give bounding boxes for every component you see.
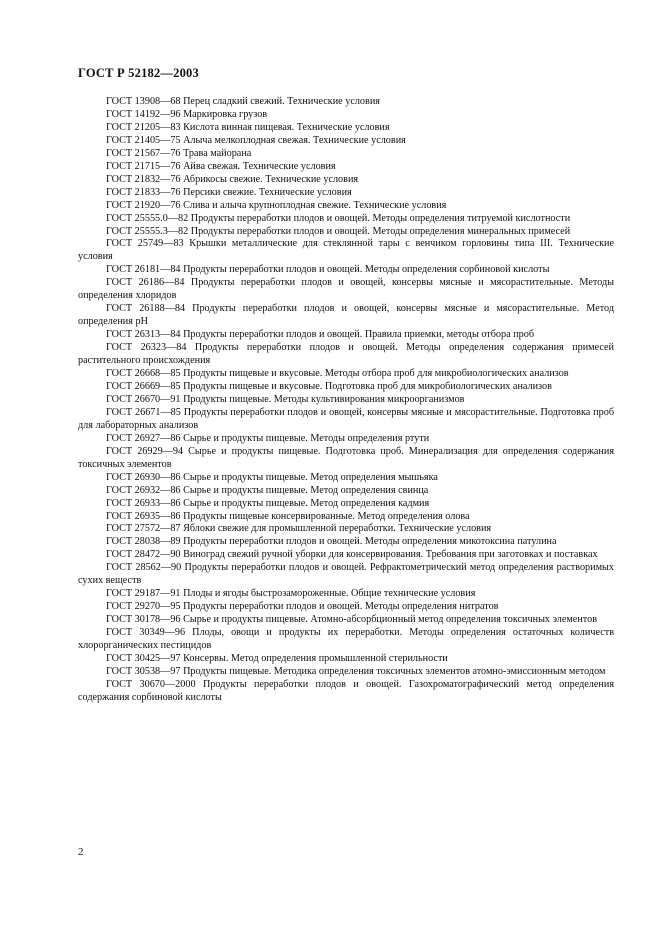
reference-item xyxy=(78,122,614,135)
reference-item xyxy=(78,187,614,200)
reference-item xyxy=(78,96,614,109)
reference-code: ГОСТ 25555.0—82 xyxy=(106,212,189,224)
reference-code: ГОСТ 26313—84 xyxy=(106,329,181,341)
reference-title: Продукты пищевые. Методика определения токсичных элементов атомно-эмиссионным методом xyxy=(183,665,606,677)
reference-item xyxy=(78,238,614,264)
reference-code: ГОСТ 21920—76 xyxy=(106,199,181,211)
reference-title: Сырье и продукты пищевые. Метод определения мышьяка xyxy=(183,471,438,483)
reference-code: ГОСТ 30538—97 xyxy=(106,665,181,677)
reference-title: Продукты переработки плодов и овощей. Газохроматографический метод определения содержания сорбиновой кислоты xyxy=(78,678,615,703)
reference-item xyxy=(78,536,614,549)
reference-item xyxy=(78,329,614,342)
reference-title: Продукты переработки плодов и овощей, консервы мясные и мясорастительные. Подготовка проб для лабораторных анализов xyxy=(78,406,614,431)
reference-title: Алыча мелкоплодная свежая. Технические условия xyxy=(183,134,406,146)
reference-title: Продукты переработки плодов и овощей. Методы определения микотоксина патулина xyxy=(183,536,557,548)
reference-item xyxy=(78,498,614,511)
reference-item xyxy=(78,407,614,433)
reference-title: Сырье и продукты пищевые. Метод определения свинца xyxy=(183,484,429,496)
reference-code: ГОСТ 27572—87 xyxy=(106,523,181,535)
reference-code: ГОСТ 28562—90 xyxy=(106,562,182,574)
reference-code: ГОСТ 26671—85 xyxy=(106,406,181,418)
reference-item xyxy=(78,368,614,381)
reference-title: Крышки металлические для стеклянной тары с венчиком горловины типа III. Технические условия xyxy=(78,238,615,263)
reference-code: ГОСТ 28038—89 xyxy=(106,536,181,548)
reference-title: Продукты пищевые и вкусовые. Подготовка проб для микробиологических анализов xyxy=(183,380,552,392)
reference-title: Продукты переработки плодов и овощей. Правила приемки, методы отбора проб xyxy=(183,329,535,341)
reference-code: ГОСТ 21715—76 xyxy=(106,160,181,172)
reference-title: Сырье и продукты пищевые. Атомно-абсорбционный метод определения токсичных элементов xyxy=(183,614,598,626)
reference-item xyxy=(78,226,614,239)
reference-item xyxy=(78,200,614,213)
reference-title: Сырье и продукты пищевые. Метод определения кадмия xyxy=(183,497,430,509)
reference-code: ГОСТ 29187—91 xyxy=(106,588,181,600)
reference-title: Айва свежая. Технические условия xyxy=(183,160,336,172)
reference-code: ГОСТ 21205—83 xyxy=(106,121,181,133)
reference-item xyxy=(78,342,614,368)
reference-title: Продукты переработки плодов и овощей, консервы мясные и мясорастительные. Методы определения хлоридов xyxy=(78,277,615,302)
reference-title: Виноград свежий ручной уборки для консервирования. Требования при заготовках и поставках xyxy=(183,549,598,561)
reference-code: ГОСТ 14192—96 xyxy=(106,108,181,120)
reference-title: Яблоки свежие для промышленной переработки. Технические условия xyxy=(183,523,492,535)
reference-item xyxy=(78,614,614,627)
reference-item xyxy=(78,562,614,588)
reference-title: Консервы. Метод определения промышленной стерильности xyxy=(183,652,448,664)
reference-item xyxy=(78,472,614,485)
reference-code: ГОСТ 26927—86 xyxy=(106,432,181,444)
reference-code: ГОСТ 26181—84 xyxy=(106,264,181,276)
reference-code: ГОСТ 30178—96 xyxy=(106,614,181,626)
reference-code: ГОСТ 25555.3—82 xyxy=(106,225,189,237)
reference-code: ГОСТ 25749—83 xyxy=(106,238,184,250)
reference-title: Персики свежие. Технические условия xyxy=(183,186,352,198)
reference-code: ГОСТ 30670—2000 xyxy=(106,678,196,690)
reference-title: Кислота винная пищевая. Технические условия xyxy=(183,121,390,133)
reference-title: Сырье и продукты пищевые. Подготовка проб. Минерализация для определения содержания токсичных элементов xyxy=(78,445,615,470)
reference-item xyxy=(78,433,614,446)
reference-title: Перец сладкий свежий. Технические условия xyxy=(183,96,380,107)
reference-item xyxy=(78,523,614,536)
reference-title: Сырье и продукты пищевые. Методы определения ртути xyxy=(183,432,430,444)
reference-title: Продукты пищевые и вкусовые. Методы отбора проб для микробиологических анализов xyxy=(183,368,569,380)
reference-title: Трава майорана xyxy=(183,147,252,159)
reference-code: ГОСТ 29270—95 xyxy=(106,601,181,613)
reference-item xyxy=(78,485,614,498)
reference-code: ГОСТ 26186—84 xyxy=(106,277,185,289)
reference-code: ГОСТ 26669—85 xyxy=(106,380,181,392)
reference-title: Продукты пищевые. Методы культивирования микроорганизмов xyxy=(183,393,465,405)
page-header: ГОСТ Р 52182—2003 xyxy=(78,66,199,80)
reference-item xyxy=(78,653,614,666)
reference-code: ГОСТ 26323—84 xyxy=(106,342,187,354)
reference-code: ГОСТ 26188—84 xyxy=(106,303,186,315)
reference-code: ГОСТ 21405—75 xyxy=(106,134,181,146)
reference-code: ГОСТ 13908—68 xyxy=(106,96,181,107)
reference-code: ГОСТ 21832—76 xyxy=(106,173,181,185)
reference-code: ГОСТ 26935—86 xyxy=(106,510,181,522)
reference-item xyxy=(78,303,614,329)
reference-item xyxy=(78,135,614,148)
reference-title: Продукты переработки плодов и овощей, консервы мясные и мясорастительные. Метод определения pH xyxy=(78,303,615,328)
reference-item xyxy=(78,277,614,303)
reference-title: Слива и алыча крупноплодная свежие. Технические условия xyxy=(183,199,447,211)
reference-title: Абрикосы свежие. Технические условия xyxy=(183,173,359,185)
reference-title: Продукты переработки плодов и овощей. Методы определения минеральных примесей xyxy=(190,225,571,237)
reference-item xyxy=(78,161,614,174)
reference-item xyxy=(78,679,614,705)
reference-item xyxy=(78,213,614,226)
reference-title: Плоды и ягоды быстрозамороженные. Общие технические условия xyxy=(183,588,476,600)
reference-title: Продукты переработки плодов и овощей. Методы определения сорбиновой кислоты xyxy=(183,264,550,276)
reference-code: ГОСТ 30425—97 xyxy=(106,652,181,664)
reference-title: Продукты переработки плодов и овощей. Методы определения содержания примесей растительного происхождения xyxy=(78,342,614,367)
reference-title: Продукты переработки плодов и овощей. Методы определения нитратов xyxy=(183,601,499,613)
reference-code: ГОСТ 30349—96 xyxy=(106,627,186,639)
reference-item xyxy=(78,109,614,122)
reference-title: Продукты переработки плодов и овощей. Методы определения титруемой кислотности xyxy=(190,212,571,224)
page-number: 2 xyxy=(78,846,84,858)
reference-title: Плоды, овощи и продукты их переработки. Методы определения остаточных количеств хлорорганических пестицидов xyxy=(78,627,615,652)
reference-item xyxy=(78,601,614,614)
reference-item xyxy=(78,394,614,407)
reference-item xyxy=(78,511,614,524)
reference-title: Маркировка грузов xyxy=(183,108,268,120)
reference-item xyxy=(78,549,614,562)
reference-title: Продукты переработки плодов и овощей. Рефрактометрический метод определения растворимых сухих веществ xyxy=(78,562,614,587)
reference-code: ГОСТ 26670—91 xyxy=(106,393,181,405)
reference-code: ГОСТ 26932—86 xyxy=(106,484,181,496)
reference-item xyxy=(78,666,614,679)
reference-item xyxy=(78,148,614,161)
reference-item xyxy=(78,381,614,394)
reference-item xyxy=(78,174,614,187)
reference-code: ГОСТ 26668—85 xyxy=(106,368,181,380)
reference-list xyxy=(78,96,614,705)
reference-code: ГОСТ 28472—90 xyxy=(106,549,181,561)
reference-item xyxy=(78,446,614,472)
reference-code: ГОСТ 26930—86 xyxy=(106,471,181,483)
reference-item xyxy=(78,627,614,653)
reference-title: Продукты пищевые консервированные. Метод определения олова xyxy=(183,510,470,522)
reference-item xyxy=(78,264,614,277)
reference-code: ГОСТ 21567—76 xyxy=(106,147,181,159)
reference-code: ГОСТ 26933—86 xyxy=(106,497,181,509)
reference-code: ГОСТ 21833—76 xyxy=(106,186,181,198)
reference-code: ГОСТ 26929—94 xyxy=(106,445,184,457)
reference-item xyxy=(78,588,614,601)
